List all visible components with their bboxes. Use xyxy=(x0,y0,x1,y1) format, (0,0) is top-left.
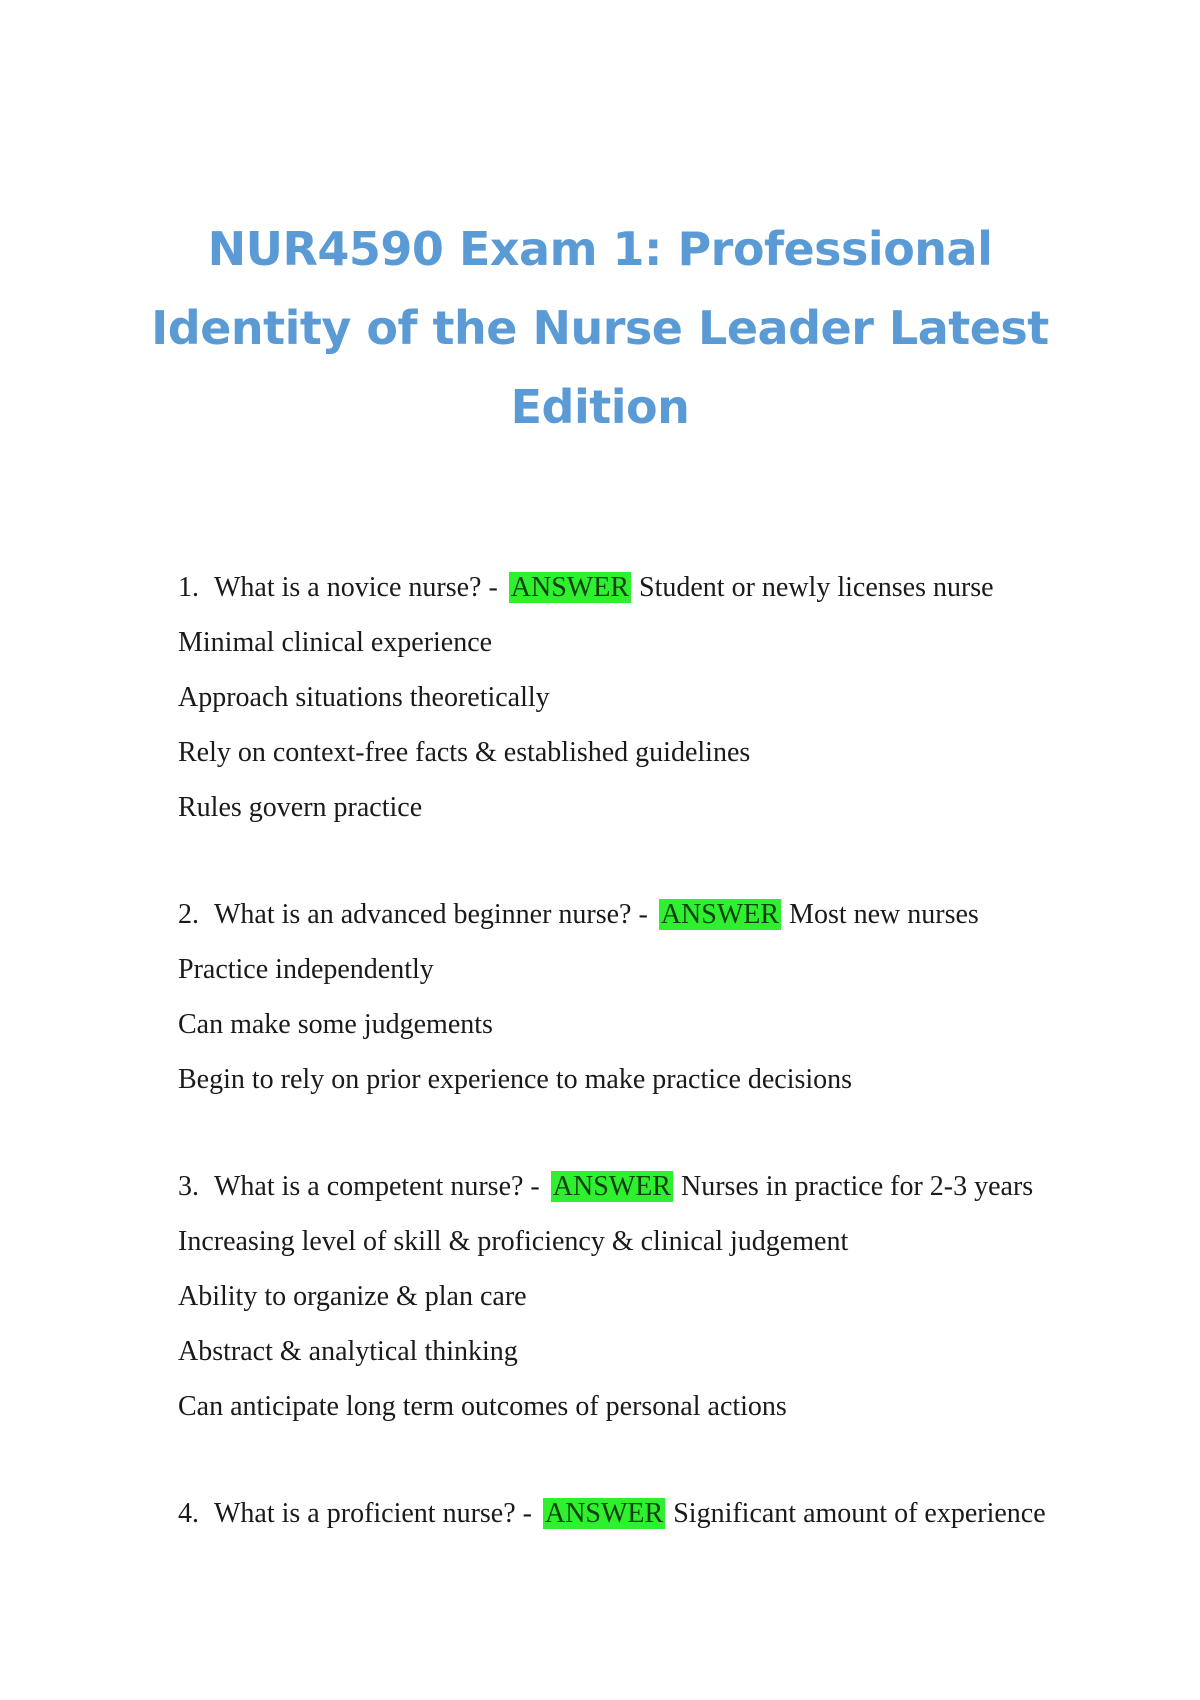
answer-lead: Most new nurses xyxy=(789,899,979,930)
question-text: What is an advanced beginner nurse? - xyxy=(214,899,648,930)
answer-badge: ANSWER xyxy=(544,1498,664,1529)
qa-item xyxy=(178,568,1078,843)
qa-item xyxy=(178,1167,1078,1442)
question-line xyxy=(178,1167,1078,1222)
answer-line: Rely on context-free facts & established guidelines xyxy=(178,737,751,768)
answer-line: Approach situations theoretically xyxy=(178,682,550,713)
question-text: What is a competent nurse? - xyxy=(214,1171,540,1202)
question-line xyxy=(178,568,1078,623)
answer-lead: Student or newly licenses nurse xyxy=(639,572,994,603)
title-line: Identity of the Nurse Leader Latest xyxy=(151,301,1049,355)
answer-badge: ANSWER xyxy=(552,1171,671,1202)
question-number: 4. xyxy=(178,1498,199,1529)
title-line: Edition xyxy=(510,380,690,434)
question-line xyxy=(178,895,1078,950)
document-title xyxy=(150,210,1050,447)
question-text: What is a proficient nurse? - xyxy=(214,1498,532,1529)
title-line: NUR4590 Exam 1: Professional xyxy=(207,222,993,276)
answer-line: Can anticipate long term outcomes of personal actions xyxy=(178,1391,787,1422)
answer-line: Minimal clinical experience xyxy=(178,627,493,658)
answer-line: Practice independently xyxy=(178,954,434,985)
qa-list xyxy=(178,568,1078,1601)
question-text: What is a novice nurse? - xyxy=(214,572,498,603)
answer-line: Can make some judgements xyxy=(178,1009,493,1040)
answer-line: Begin to rely on prior experience to make practice decisions xyxy=(178,1064,853,1095)
answer-line: Increasing level of skill & proficiency & clinical judgement xyxy=(178,1226,849,1257)
question-number: 2. xyxy=(178,899,199,930)
answer-badge: ANSWER xyxy=(510,572,630,603)
qa-item xyxy=(178,895,1078,1115)
question-line xyxy=(178,1494,1078,1549)
question-number: 3. xyxy=(178,1171,199,1202)
answer-line: Abstract & analytical thinking xyxy=(178,1336,518,1367)
answer-line: Rules govern practice xyxy=(178,792,423,823)
qa-item xyxy=(178,1494,1078,1549)
question-number: 1. xyxy=(178,572,199,603)
answer-lead: Significant amount of experience xyxy=(673,1498,1046,1529)
answer-badge: ANSWER xyxy=(660,899,780,930)
answer-lead: Nurses in practice for 2-3 years xyxy=(681,1171,1034,1202)
answer-line: Ability to organize & plan care xyxy=(178,1281,527,1312)
